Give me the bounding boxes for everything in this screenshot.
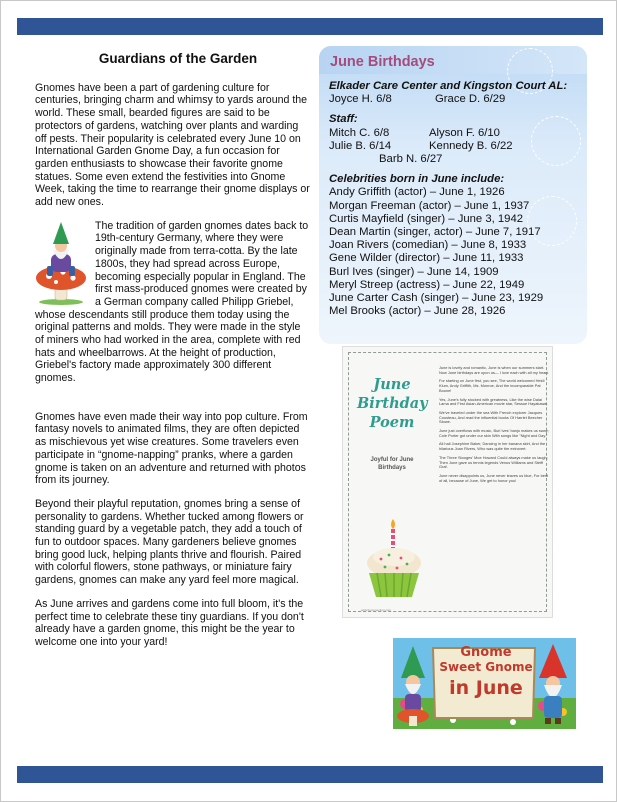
- gnome-on-mushroom-illustration: [33, 220, 89, 306]
- celebrity-item: Gene Wilder (director) – June 11, 1933: [329, 252, 524, 265]
- celebrities-heading: Celebrities born in June include:: [329, 173, 505, 186]
- banner-text: [435, 645, 537, 701]
- june-birthday-poem-card: [342, 346, 553, 618]
- poem-card-border: [348, 352, 547, 612]
- staff-heading: Staff:: [329, 113, 358, 126]
- celebrity-item: Curtis Mayfield (singer) – June 3, 1942: [329, 212, 524, 225]
- celebrity-item: Meryl Streep (actress) – June 22, 1949: [329, 278, 525, 291]
- celebrity-item: Morgan Freeman (actor) – June 1, 1937: [329, 199, 530, 212]
- poem-verse: Yes, June's fully stocked with greatness, Like the wise Dalai Lama and First Asian-American movie star, Sessue Hayakawa.: [439, 396, 548, 407]
- poem-verse: June is lovely and romantic, June is when our summers start. Now June birthdays are upon us— I love each with all my heart.: [439, 365, 549, 375]
- article-column: [35, 53, 311, 660]
- banner-line-2: Sweet Gnome: [439, 660, 533, 674]
- poem-subtitle: Joyful for June Birthdays: [370, 457, 414, 471]
- banner-line-1: Gnome: [460, 645, 512, 660]
- article-paragraph-1: Gnomes have been a part of gardening culture for centuries, bringing charm and whimsy to yards around the world. These small, bearded figures are said to be protectors of gardens, watching over plants and warding off pests. Their popularity is celebrated every June 10 on International Garden Gnome Day, a fun occasion for garden enthusiasts to showcase their favorite gnome statues. Some even extend the festivities into Gnome Week, taking the time to rearrange their gnome displays or add new ones.: [35, 81, 310, 209]
- article-paragraph-3: Gnomes have even made their way into pop culture. From fantasy novels to animated films, they are often depicted as mischievous yet wise creatures. Some travelers even participate in “gnome-napping” pranks, where a garden gnome is taken on an adventure and returned with photos from its journey.: [35, 410, 308, 487]
- celebrity-item: June Carter Cash (singer) – June 23, 1929: [329, 291, 544, 304]
- staff-row: [329, 153, 587, 166]
- article-section-history: [35, 220, 311, 400]
- article-title: Guardians of the Garden: [98, 51, 258, 66]
- poem-verse: June just overflows with music, Burl Ives' banjo makes us sway; Cole Porter got under our skin With songs like "Night and Day.": [439, 428, 549, 438]
- june-birthdays-panel: [319, 46, 587, 344]
- staff-birthday: Kennedy B. 6/22: [429, 139, 513, 152]
- birthdays-title: June Birthdays: [330, 54, 435, 70]
- celebrity-item: Andy Griffith (actor) – June 1, 1926: [329, 186, 505, 199]
- celebrity-list: [329, 186, 587, 318]
- article-paragraph-5: As June arrives and gardens come into full bloom, it's the perfect time to celebrate these tiny guardians. If you don't already have a garden gnome, this might be the year to welcome one into your yard!: [35, 597, 304, 648]
- staff-birthday: Barb N. 6/27: [379, 152, 443, 165]
- staff-birthday: Julie B. 6/14: [329, 139, 392, 152]
- resident-birthday: Grace D. 6/29: [435, 93, 506, 106]
- poem-verse: June never disappoints us, June never leaves us blue, For best of all, because of June, We get to honor you!: [439, 472, 549, 483]
- celebrity-item: Burl Ives (singer) – June 14, 1909: [329, 265, 499, 278]
- article-paragraph-4: Beyond their playful reputation, gnomes bring a sense of personality to gardens. Whether tucked among flowers or standing guard by a vegetable patch, they add a touch of fun to outdoor spaces. Many gardeners believe gnomes bring good luck, helping plants thrive and flourish. Paired with colorful flowers, stone pathways, or miniature fairy gardens, gnomes can make any yard feel more magical.: [35, 497, 304, 587]
- poem-verse: We've traveled under the sea With French explorer Jacques Cousteau, And read the influential books Of Harriet Beecher Stowe.: [439, 409, 543, 425]
- poem-verse: All hail Josephine Baker, Dancing in her banana skirt, And the hilarious Joan Rivers, Who was quite the extrovert.: [439, 441, 546, 452]
- poem-verse: The Three Stooges' Moe Howard Could always make us laugh; Then June gave us tennis legends Venus Williams and Steffi Graf.: [439, 454, 548, 470]
- resident-birthday: Joyce H. 6/8: [329, 93, 392, 106]
- residents-row: [329, 93, 587, 106]
- celebrity-item: Mel Brooks (actor) – June 28, 1926: [329, 305, 506, 318]
- banner-line-3: in June: [449, 677, 523, 699]
- birthdays-content: [329, 80, 587, 318]
- poem-footer: activityconnection.com: [361, 608, 392, 612]
- birthday-cupcake-icon: [363, 515, 425, 600]
- staff-birthday: Mitch C. 6/8: [329, 126, 390, 139]
- celebrity-item: Dean Martin (singer, actor) – June 7, 1917: [329, 225, 541, 238]
- bottom-banner-band: [17, 766, 603, 783]
- celebrity-item: Joan Rivers (comedian) – June 8, 1933: [329, 239, 527, 252]
- article-paragraph-2: The tradition of garden gnomes dates back to 19th-century Germany, where they were originally made from terra-cotta. By the late 1800s, they had spread across Europe, becoming especially popular in England. The first mass-produced gnomes were created by a German company called Philipp Griebel, whose descendants still produce them today using the original patterns and molds. They were made in the style of miners who had worked in the area, complete with red hats and wheelbarrows. At the height of production, Griebel's factory made approximately 300 different gnomes.: [35, 219, 309, 385]
- poem-title: June Birthday Poem: [357, 376, 428, 431]
- poem-verses: [439, 366, 549, 487]
- staff-birthday: Alyson F. 6/10: [429, 126, 500, 139]
- staff-row: [329, 127, 587, 140]
- staff-row: [329, 140, 587, 153]
- poem-verse: For starting on June first, you see, The world welcomed Heidi Klum, Andy Griffith, Ms. Monroe, And the incomparable Pat Boone!: [439, 378, 545, 393]
- residents-heading: Elkader Care Center and Kingston Court AL:: [329, 80, 568, 92]
- top-banner-band: [17, 18, 603, 35]
